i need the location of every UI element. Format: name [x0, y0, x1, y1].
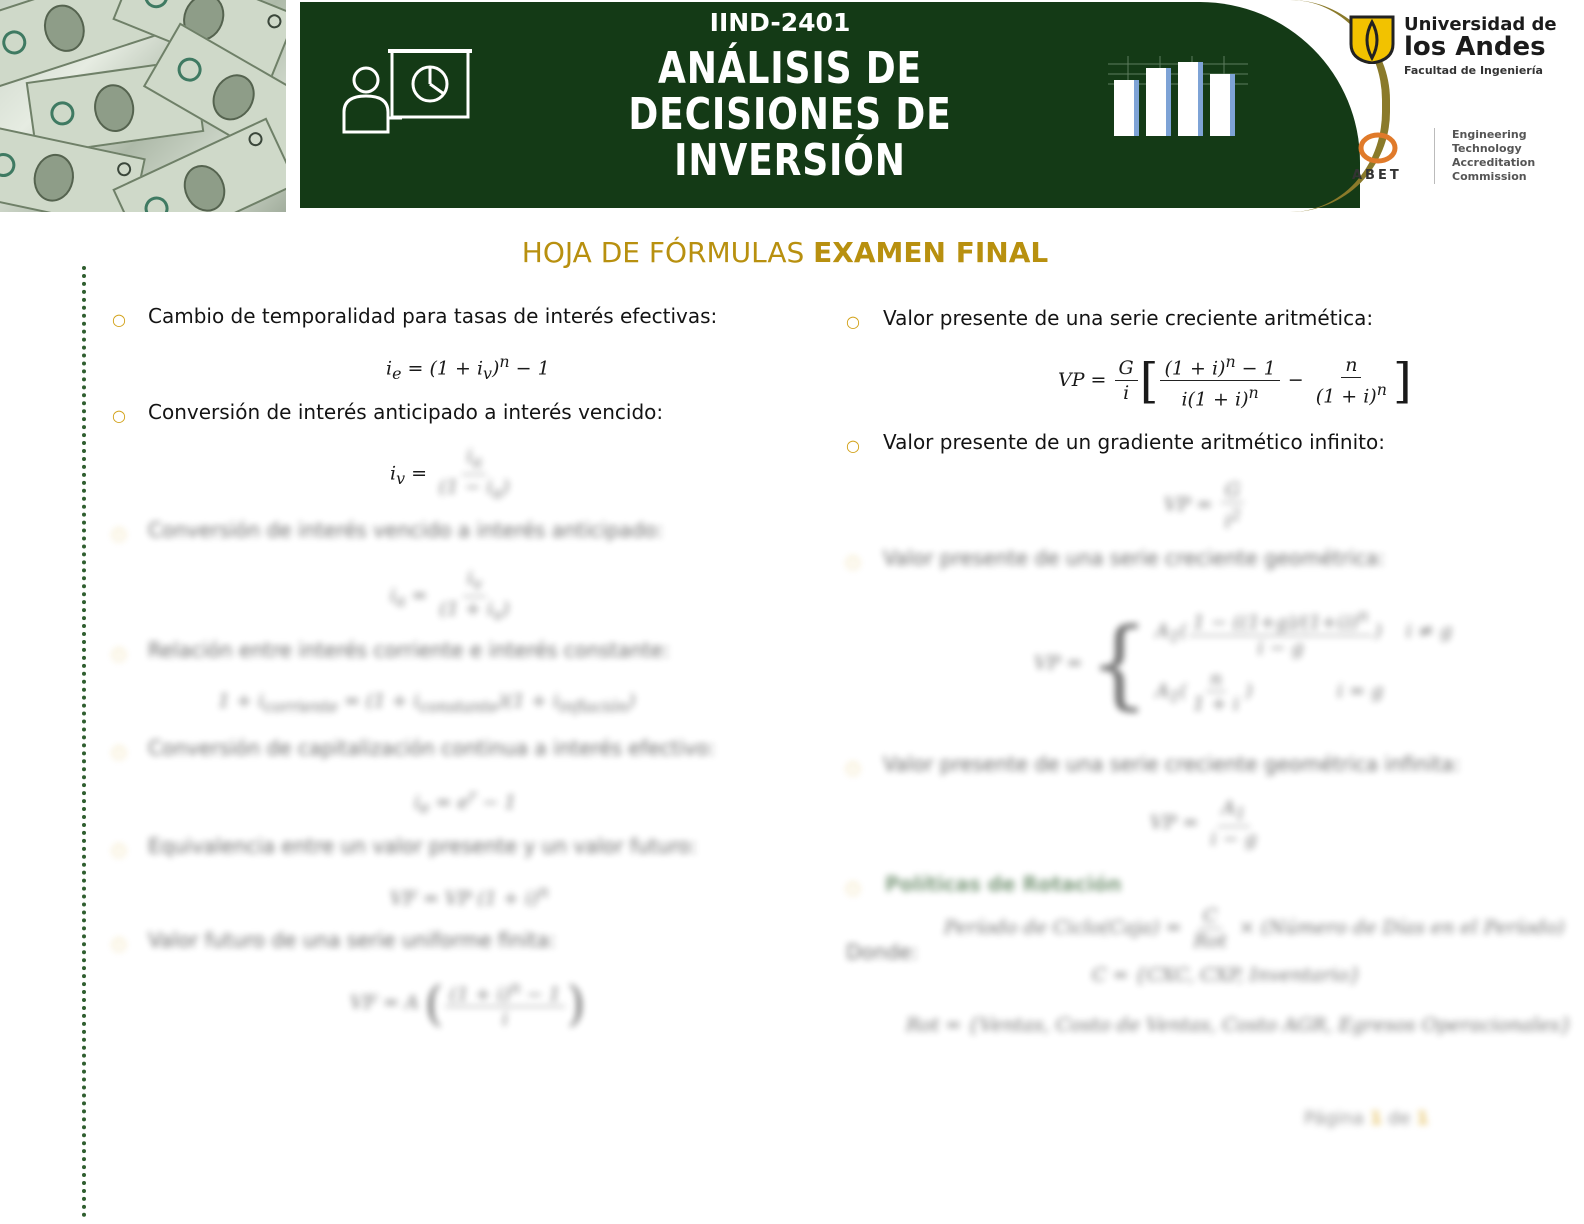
left-dotted-rule: [82, 266, 86, 1218]
bullet-icon: ○: [846, 552, 860, 571]
uniandes-logo-icon: [1348, 14, 1396, 64]
bullet-icon: ○: [112, 840, 126, 859]
formula-label: Valor presente de una serie creciente aritmética:: [883, 306, 1374, 330]
formula-label: Valor presente de una serie creciente geométrica infinita:: [883, 752, 1461, 776]
bullet-icon: ○: [112, 742, 126, 761]
bullet-icon: ○: [846, 312, 860, 331]
bullet-icon: ○: [846, 878, 860, 897]
course-name: [528, 43, 1053, 186]
formula-where-c: C = {CXC, CXP, Inventario}: [1092, 964, 1361, 986]
course-code: IIND-2401: [709, 8, 851, 37]
formula-label: Conversión de capitalización continua a interés efectivo:: [148, 736, 716, 760]
formula-label: Conversión de interés vencido a interés anticipado:: [148, 518, 664, 542]
presenter-icon: [340, 48, 472, 138]
formula-effective-rate: $i_e = (1 + i_v)^n - 1$: [386, 352, 550, 384]
abet-description: Engineering Technology Accreditation Commission: [1452, 128, 1536, 183]
abet-label: ABET: [1352, 168, 1402, 183]
formula-label: Equivalencia entre un valor presente y un valor futuro:: [148, 834, 697, 858]
formula-present-future: VF = VP $(1 + i)^n$: [390, 882, 549, 910]
formula-future-uniform: VF = A ( $\frac{(1 + i)^n - 1}{i}$ ): [350, 975, 586, 1032]
formula-label: Valor presente de un gradiente aritmético infinito:: [883, 430, 1385, 454]
faculty-name: Facultad de Ingeniería: [1404, 64, 1543, 77]
bullet-icon: ○: [112, 934, 126, 953]
bar-chart-icon: [1108, 56, 1248, 136]
abet-divider: [1434, 128, 1435, 184]
formula-continuous: $i_e = e^r - 1$: [414, 786, 517, 818]
page-current: 1: [1369, 1108, 1383, 1129]
page-number: [1304, 1108, 1429, 1129]
course-name-line1: ANÁLISIS DE: [657, 43, 923, 94]
donde-label: Donde:: [846, 940, 919, 964]
bullet-icon: ○: [112, 644, 126, 663]
formula-label: Políticas de Rotación: [885, 872, 1122, 896]
formula-label: Valor presente de una serie creciente geométrica:: [883, 546, 1385, 570]
formula-label: Valor futuro de una serie uniforme finita:: [148, 928, 556, 952]
formula-label: Relación entre interés corriente e interés constante:: [148, 638, 670, 662]
page-total: 1: [1416, 1108, 1429, 1129]
abet-logo-icon: [1357, 131, 1399, 165]
bullet-icon: ○: [846, 758, 860, 777]
formula-anticipated-to-due: $i_v$ = $\frac{i_a}{(1 - i_a)}$: [390, 445, 510, 502]
page-of-word: de: [1387, 1108, 1411, 1129]
formula-current-vs-constant: $1 + i_{corriente} = (1 + i_{constante})(1 + i_{inflación})$: [218, 690, 636, 716]
formula-due-to-anticipated: $i_a$ = $\frac{i_v}{(1 + i_v)}$: [390, 567, 510, 624]
bullet-icon: ○: [112, 310, 126, 329]
page-word: Página: [1304, 1108, 1364, 1129]
university-name-line2: los Andes: [1404, 32, 1546, 62]
formula-label: Cambio de temporalidad para tasas de interés efectivas:: [148, 304, 718, 328]
page-title: [0, 236, 1570, 269]
photo-divider: [286, 0, 300, 212]
course-name-line2: DECISIONES DE INVERSIÓN: [628, 89, 952, 186]
formula-where-rot: Rot = {Ventas, Costo de Ventas, Costo AGR, Egresos Operacionales}: [906, 1014, 1572, 1036]
university-name-line1: Universidad de: [1404, 14, 1557, 35]
formula-label: Conversión de interés anticipado a interés vencido:: [148, 400, 664, 424]
bullet-icon: ○: [112, 524, 126, 543]
formula-geometric-gradient: VP = { $A_1$( $\frac{1 - ((1+g)/(1+i))^n}{i - g}$ ) i ≠ g $A_1$( $\frac{n}{1 + i}$ ) i = g: [1034, 606, 1453, 720]
money-photo: [0, 0, 292, 212]
formula-rotation-period: Período de Ciclo(Caja) = $\frac{C}{\text{Rot}}$ × (Número de Días en el Período): [944, 905, 1565, 952]
bullet-icon: ○: [112, 406, 126, 425]
bullet-icon: ○: [846, 436, 860, 455]
formula-infinite-geometric: VP = $\frac{A_1}{i - g}$: [1150, 797, 1257, 850]
formula-infinite-arithmetic: VP = $\frac{G}{i^2}$: [1164, 478, 1247, 533]
title-regular: HOJA DE FÓRMULAS: [521, 236, 814, 269]
header-banner: [0, 0, 1584, 212]
formula-arithmetic-gradient: VP = $\frac{G}{i}$ [ $\frac{(1 + i)^n - 1}{i(1 + i)^n}$ − $\frac{n}{(1 + i)^n}$ ]: [1058, 352, 1412, 411]
title-bold: EXAMEN FINAL: [813, 236, 1049, 269]
